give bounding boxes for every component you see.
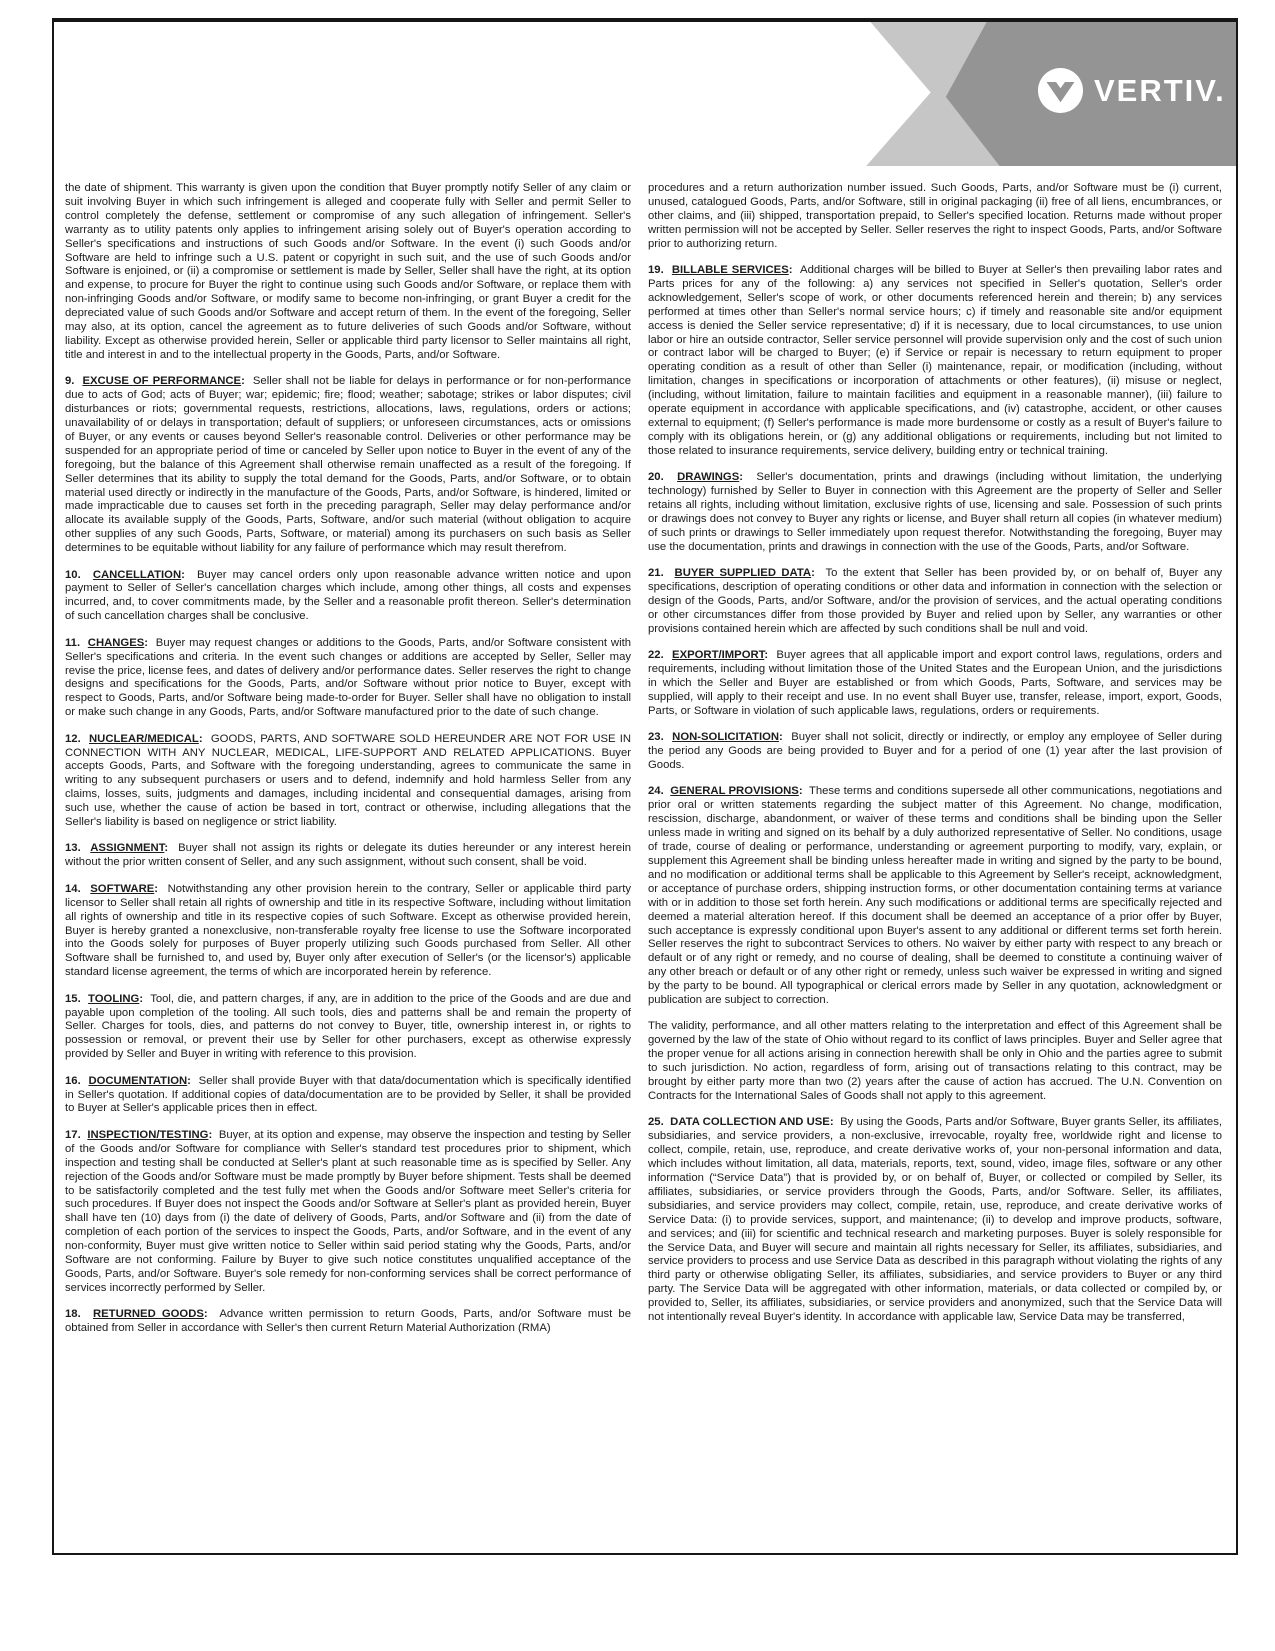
section-data-collection-and-use: 25. DATA COLLECTION AND USE: By using the Goods, Parts and/or Software, Buyer grants Seller, its affiliates, subsidiaries, and service providers, a non-exclusive, irrevocable, royalty free, worldwide right and license to collect, compile, retain, use, reproduce, and create derivative works of, your non-personal information and data, which includes without limitation, all data, materials, reports, text, sound, video, image files, software or any other information (“Service Data”) that is provided by, or on behalf of, Buyer, or collected or compiled by Seller, its affiliates, subsidiaries, or service providers through the Goods, Parts, and/or Software. Seller, its affiliates, subsidiaries, and service providers may collect, compile, retain, use, reproduce, and create derivative works of Service Data: (i) to provide services, support, and maintenance; (ii) to develop and improve products, software, and services; and (iii) for scientific and technical research and marketing purposes. Buyer is solely responsible for the Service Data, and Buyer will secure and maintain all rights necessary for Seller, its affiliates, subsidiaries, and service providers to process and use Service Data as described in this paragraph without violating the rights of any third party or otherwise obligating Seller, its affiliates, subsidiaries, and service providers to Buyer or any third party. The Service Data will be aggregated with other information, materials, or data collected or compiled by, or provided to, Seller, its affiliates, subsidiaries, or service providers and anonymized, such that the Service Data will not intentionally reveal Buyer's identity. In accordance with applicable law, Service Data may be transferred, xyxy=(648,1116,1223,1324)
body-paragraph: procedures and a return authorization number issued. Such Goods, Parts, and/or Software must be (i) current, unused, catalogued Goods, Parts, and/or Software, still in original packaging (ii) free of all liens, encumbrances, or other claims, and (iii) shipped, transportation prepaid, to Seller's specified location. Returns made without proper written permission will not be accepted by Seller. Seller reserves the right to inspect Goods, Parts, and/or Software prior to authorizing return. xyxy=(648,182,1222,250)
section-heading: DATA COLLECTION AND USE xyxy=(670,1116,830,1129)
section-heading-colon: : xyxy=(241,375,245,388)
vertiv-logo-banner xyxy=(806,22,1236,166)
section-heading: EXCUSE OF PERFORMANCE xyxy=(82,375,242,388)
section-heading: GENERAL PROVISIONS xyxy=(670,785,799,798)
section-buyer-supplied-data: 21. BUYER SUPPLIED DATA: To the extent that Seller has been provided by, or on behalf of, Buyer any specifications, description of operating conditions or other data and information in connection with the selection or design of the Goods, Parts, and/or Software, and/or the provision of services, and the actual operating conditions or other circumstances differ from those provided by Buyer and relied upon by Seller, any warranties or other provisions contained herein which are affected by such conditions shall be null and void. xyxy=(648,567,1222,635)
left-column xyxy=(65,182,631,1349)
section-documentation: 16. DOCUMENTATION: Seller shall provide Buyer with that data/documentation which is specifically identified in Seller's quotation. If additional copies of data/documentation are to be provided by Seller, it shall be provided to Buyer at Seller's applicable prices then in effect. xyxy=(65,1074,632,1115)
vertiv-v-check-circle-icon xyxy=(1038,68,1083,113)
section-heading-colon: : xyxy=(208,1128,213,1141)
section-tooling: 15. TOOLING: Tool, die, and pattern charges, if any, are in addition to the price of the Goods and are due and payable upon completion of the tooling. All such tools, dies and patterns shall be and remain the property of Seller. Charges for tools, dies, and patterns do not convey to Buyer, title, ownership interest in, or rights to possession or removal, or prevent their use by Seller for other purchasers, except as otherwise expressly provided by Seller and Buyer in writing with reference to this provision. xyxy=(65,992,631,1061)
section-heading-colon: : xyxy=(198,732,203,745)
section-heading: DRAWINGS xyxy=(677,471,740,484)
section-billable-services: 19. BILLABLE SERVICES: Additional charges will be billed to Buyer at Seller's then prevailing labor rates and Parts prices for any of the following: a) any services not specified in Seller's quotation, Seller's order acknowledgement, Seller's scope of work, or other documents referenced herein and therein; b) any services performed at times other than Seller's normal service hours; c) if timely and reasonable site and/or equipment access is denied the Seller service representative; d) if it is necessary, due to local circumstances, to use union labor or hire an outside contractor, Seller service personnel will provide supervision only and the cost of such union or contract labor will be charged to Buyer; (e) if Service or repair is necessary to return equipment to proper operating condition as a result of other than Seller (i) maintenance, repair, or modification (including, without limitation, changes in specifications or incorporation of attachments or other features), (ii) misuse or neglect, (including, without limitation, failure to maintain facilities and equipment in a reasonable manner), (iii) failure to operate equipment in accordance with applicable specifications, and (iv) catastrophe, accident, or other causes external to equipment; (f) Seller's performance is made more burdensome or costly as a result of Buyer's failure to comply with its obligations herein, or (g) any additional obligations or requirements, including but not limited to those related to insurance requirements, service delivery, building entry or technical training. xyxy=(648,264,1222,457)
section-number: 20. xyxy=(648,471,678,484)
section-assignment: 13. ASSIGNMENT: Buyer shall not assign its rights or delegate its duties hereunder or any interest herein without the prior written consent of Seller, and any such assignment, without such consent, shall be void. xyxy=(65,842,632,869)
section-number: 19. xyxy=(648,264,672,277)
page-border-frame xyxy=(52,18,1238,1555)
section-heading: NUCLEAR/MEDICAL xyxy=(89,732,199,745)
section-number: 15. xyxy=(65,992,89,1005)
section-drawings: 20. DRAWINGS: Seller's documentation, prints and drawings (including without limitation, the underlying technology) furnished by Seller to Buyer in connection with this Agreement are the property of Seller and Seller retains all rights, including without limitation, exclusive rights of use, licensing and sale. Possession of such prints or drawings does not convey to Buyer any rights or license, and Buyer shall return all copies (in whatever medium) of such prints or drawings to Seller immediately upon request therefor. Notwithstanding the foregoing, Buyer may use the documentation, prints and drawings in connection with the use of the Goods, Parts, and/or Software. xyxy=(648,471,1223,553)
body-paragraph: The validity, performance, and all other matters relating to the interpretation and effect of this Agreement shall be governed by the law of the state of Ohio without regard to its conflict of laws principles. Buyer and Seller agree that the proper venue for all actions arising in connection herewith shall be only in Ohio and the parties agree to submit to such jurisdiction. No action, regardless of form, arising out of transactions relating to this contract, may be brought by either party more than two (2) years after the cause of action has accrued. The U.N. Convention on Contracts for the International Sales of Goods shall not apply to this agreement. xyxy=(648,1020,1222,1102)
section-number: 16. xyxy=(65,1074,89,1087)
section-number: 25. xyxy=(648,1116,671,1129)
section-general-provisions: 24. GENERAL PROVISIONS: These terms and conditions supersede all other communications, negotiations and prior oral or written statements regarding the subject matter of this Agreement. No change, modification, rescission, discharge, abandonment, or waiver of these terms and conditions shall be binding upon the Seller unless made in writing and signed on its behalf by a duly authorized representative of Seller. No conditions, usage of trade, course of dealing or performance, understanding or agreement purporting to modify, vary, explain, or supplement this Agreement shall be binding unless hereafter made in writing and signed by the party to be bound, and no modification or additional terms shall be applicable to this Agreement by Seller's receipt, acknowledgment, or acceptance of purchase orders, shipping instruction forms, or other documentation containing terms at variance with or in addition to those set forth herein. Any such modifications or additional terms are specifically rejected and deemed a material alteration hereof. If this document shall be deemed an acceptance of a prior offer by Buyer, such acceptance is expressly conditional upon Buyer's assent to any additional or different terms set forth herein. Seller reserves the right to subcontract Services to others. No waiver by either party with respect to any breach or default or of any right or remedy, and no course of dealing, shall be deemed to constitute a continuing waiver of any other breach or default or of any other right or remedy, unless such waiver be expressed in writing and signed by the party to be bound. All typographical or clerical errors made by Seller in any quotation, acknowledgment or publication are subject to correction. xyxy=(648,785,1222,1007)
vertiv-logo xyxy=(1038,68,1226,113)
section-heading: BUYER SUPPLIED DATA xyxy=(674,567,812,580)
section-number: 17. xyxy=(65,1128,88,1141)
section-number: 13. xyxy=(65,842,91,855)
section-non-solicitation: 23. NON-SOLICITATION: Buyer shall not solicit, directly or indirectly, or employ any employee of Seller during the period any Goods are being provided to Buyer and for a period of one (1) year after the last provision of Goods. xyxy=(648,731,1222,772)
section-heading-colon: : xyxy=(139,992,144,1005)
section-number: 23. xyxy=(648,731,673,744)
section-number: 14. xyxy=(65,882,91,895)
section-heading: TOOLING xyxy=(88,992,140,1005)
section-heading-colon: : xyxy=(788,264,793,277)
section-heading-colon: : xyxy=(144,636,149,649)
body-paragraph: the date of shipment. This warranty is given upon the condition that Buyer promptly notify Seller of any claim or suit involving Buyer in which such infringement is alleged and cooperate fully with Seller and permit Seller to control completely the defense, settlement or compromise of any such allegation of infringement. Seller's warranty as to utility patents only applies to infringement arising solely out of Buyer's operation according to Seller's specifications and instructions of such Goods and/or Software. In the event (i) such Goods and/or Software are held to infringe such a U.S. patent or copyright in such suit, and the use of such Goods and/or Software is enjoined, or (ii) a compromise or settlement is made by Seller, Seller shall have the right, at its option and expense, to procure for Buyer the right to continue using such Goods and/or Software, or replace them with non-infringing Goods and/or Software, or modify same to become non-infringing, or grant Buyer a credit for the depreciated value of such Goods and/or Software and accept return of them. In the event of the foregoing, Seller may also, at its option, cancel the agreement as to future deliveries of such Goods and/or Software, without liability. Except as otherwise provided herein, Seller or applicable third party licensor to Seller maintains all right, title and interest in and to the intellectual property in the Goods, Parts, and/or Software. xyxy=(65,182,631,361)
section-inspection-testing: 17. INSPECTION/TESTING: Buyer, at its option and expense, may observe the inspection and testing by Seller of the Goods and/or Software for compliance with Seller's standard test procedures prior to shipment, which inspection and testing shall be conducted at Seller's plant at such reasonable time as is specified by Seller. Any rejection of the Goods and/or Software must be made promptly by Buyer before shipment. Tests shall be deemed to be satisfactorily completed and the test fully met when the Goods and/or Software meet Seller's criteria for such procedures. If Buyer does not inspect the Goods and/or Software at Seller's plant as provided herein, Buyer shall have ten (10) days from (i) the date of delivery of Goods, Parts, and/or Software and (ii) from the date of completion of each portion of the services to inspect the Goods, Parts, and/or Software, and in the event of any non-conformity, Buyer must give written notice to Seller within said period stating why the Goods, Parts, and/or Software are not conforming. Failure by Buyer to give such notice constitutes unqualified acceptance of the Goods, Parts, and/or Software. Buyer's sole remedy for non-conforming services shall be correct performance of services incorrectly performed by Seller. xyxy=(65,1128,632,1294)
section-heading: SOFTWARE xyxy=(90,882,155,895)
section-number: 9. xyxy=(65,375,83,388)
section-number: 18. xyxy=(65,1308,93,1321)
section-heading-colon: : xyxy=(164,842,169,855)
section-changes: 11. CHANGES: Buyer may request changes or additions to the Goods, Parts, and/or Software consistent with Seller's specifications and criteria. In the event such changes or additions are accepted by Seller, Seller may revise the price, license fees, and dates of delivery and/or performance dates. Seller reserves the right to change designs and specifications for the Goods, Parts, and/or Software without prior notice to Buyer, except with respect to Goods, Parts, and/or Software being made-to-order for Buyer. Seller shall have no obligation to install or make such change in any Goods, Parts, and/or Software manufactured prior to the date of such change. xyxy=(65,636,632,719)
section-number: 11. xyxy=(65,636,88,649)
section-heading: CHANGES xyxy=(87,636,145,649)
section-heading: ASSIGNMENT xyxy=(90,842,165,855)
section-heading-colon: : xyxy=(154,882,159,895)
section-export-import: 22. EXPORT/IMPORT: Buyer agrees that all applicable import and export control laws, regulations, orders and requirements, including without limitation those of the United States and the European Union, and the jurisdictions in which the Seller and Buyer are established or from which Goods, Parts, Software, and services may be supplied, will apply to their receipt and use. In no event shall Buyer use, transfer, release, import, export, Goods, Parts, or Software in violation of such applicable laws, regulations, orders or requirements. xyxy=(648,649,1222,717)
vertiv-wordmark: VERTIV. xyxy=(1094,73,1226,108)
right-column xyxy=(648,182,1222,1349)
section-cancellation: 10. CANCELLATION: Buyer may cancel orders only upon reasonable advance written notice and upon payment to Seller of Seller's cancellation charges which include, among other things, all costs and expenses incurred, and, to cover commitments made, by the Seller and a reasonable profit thereon. Seller's determination of such cancellation charges shall be conclusive. xyxy=(65,568,632,623)
section-returned-goods: 18. RETURNED GOODS: Advance written permission to return Goods, Parts, and/or Software must be obtained from Seller in accordance with Seller's then current Return Material Authorization (RMA) xyxy=(65,1308,631,1335)
section-number: 24. xyxy=(648,785,671,798)
section-heading: RETURNED GOODS xyxy=(92,1308,204,1321)
section-heading-colon: : xyxy=(811,567,815,580)
section-excuse-of-performance: 9. EXCUSE OF PERFORMANCE: Seller shall not be liable for delays in performance or for non-performance due to acts of God; acts of Buyer; war; epidemic; fire; flood; weather; sabotage; strikes or labor disputes; civil disturbances or riots; governmental requests, restrictions, allocations, laws, regulations, orders or actions; unavailability of or delays in transportation; default of suppliers; or unforeseen circumstances, acts or omissions of Buyer, or any events or causes beyond Seller's reasonable control. Deliveries or other performance may be suspended for an appropriate period of time or canceled by Seller upon notice to Buyer in the event of any of the foregoing, but the balance of this Agreement shall otherwise remain unaffected as a result of the foregoing. If Seller determines that its ability to supply the total demand for the Goods, Parts, and/or Software, or to obtain material used directly or indirectly in the manufacture of the Goods, Parts, and/or Software, is hindered, limited or made impracticable due to causes set forth in the preceding paragraph, Seller may delay performance and/or allocate its available supply of the Goods, Parts, Software, and/or such material (without obligation to acquire other supplies of any such Goods, Parts, Software, or material) among its purchasers on such basis as Seller determines to be equitable without liability for any failure of performance which may result therefrom. xyxy=(65,375,631,555)
section-heading-colon: : xyxy=(181,568,185,581)
section-heading-colon: : xyxy=(779,731,783,744)
section-heading: DOCUMENTATION xyxy=(88,1074,188,1087)
section-heading-colon: : xyxy=(829,1116,834,1129)
section-heading: BILLABLE SERVICES xyxy=(671,264,789,277)
section-heading-colon: : xyxy=(187,1074,191,1087)
section-number: 12. xyxy=(65,732,89,745)
section-number: 10. xyxy=(65,568,93,581)
two-column-text xyxy=(65,182,1222,1349)
section-software: 14. SOFTWARE: Notwithstanding any other provision herein to the contrary, Seller or applicable third party licensor to Seller shall retain all rights of ownership and title in its respective Software, including without limitation all rights of ownership and title in its respective copies of such Software. Except as otherwise provided herein, Buyer is hereby granted a nonexclusive, non-transferable royalty free license to use the Software incorporated into the Goods solely for purposes of Buyer properly utilizing such Goods purchased from Seller. All other Software shall be furnished to, and used by, Buyer only after execution of Seller's (or the licensor's) applicable standard license agreement, the terms of which are incorporated herein by reference. xyxy=(65,882,632,979)
section-heading: CANCELLATION xyxy=(92,568,182,581)
section-heading-colon: : xyxy=(798,785,803,798)
section-heading: NON-SOLICITATION xyxy=(672,731,780,744)
section-heading-colon: : xyxy=(203,1308,208,1321)
section-heading: INSPECTION/TESTING xyxy=(87,1128,209,1141)
section-heading-colon: : xyxy=(764,649,769,662)
section-heading-colon: : xyxy=(739,471,744,484)
section-heading: EXPORT/IMPORT xyxy=(672,649,765,662)
section-number: 21. xyxy=(648,567,675,580)
section-number: 22. xyxy=(648,649,673,662)
section-nuclear-medical: 12. NUCLEAR/MEDICAL: GOODS, PARTS, AND SOFTWARE SOLD HEREUNDER ARE NOT FOR USE IN CONNECTION WITH ANY NUCLEAR, MEDICAL, LIFE-SUPPORT AND RELATED APPLICATIONS. Buyer accepts Goods, Parts, and Software with the foregoing understanding, agrees to communicate the same in writing to any subsequent purchasers or users and to defend, indemnify and hold harmless Seller from any claims, losses, suits, judgments and damages, including incidental and consequential damages, arising from such use, whether the cause of action be based in tort, contract or otherwise, including allegations that the Seller's liability is based on negligence or strict liability. xyxy=(65,732,632,829)
